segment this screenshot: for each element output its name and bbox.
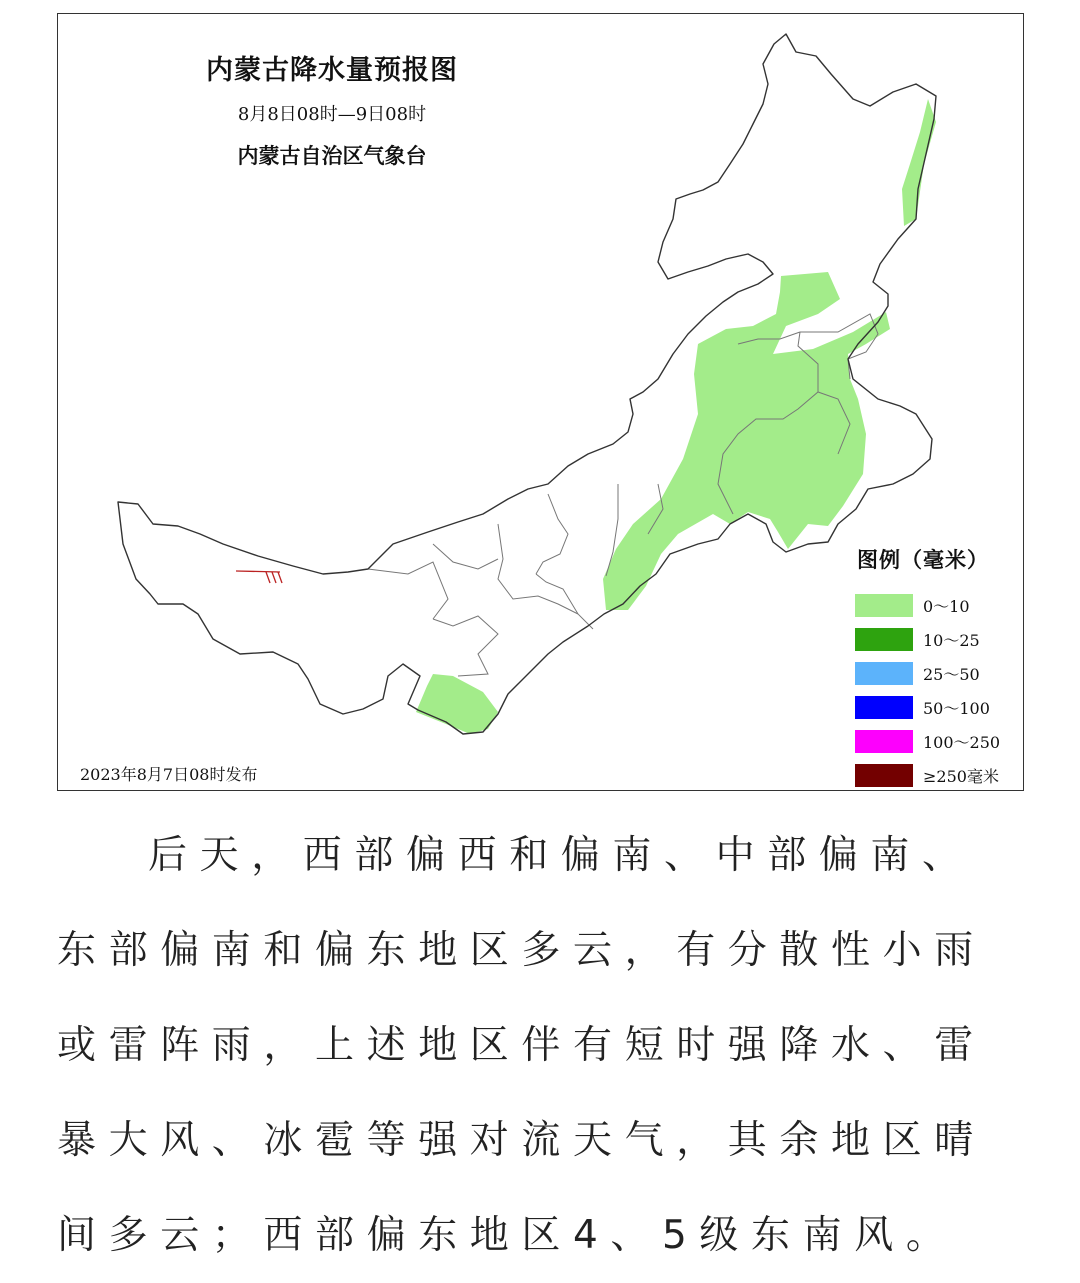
map-title: 内蒙古降水量预报图 bbox=[206, 55, 458, 86]
legend-title: 图例（毫米） bbox=[857, 547, 989, 572]
legend-swatch bbox=[855, 730, 913, 753]
wind-barb bbox=[236, 571, 282, 583]
legend-swatch bbox=[855, 764, 913, 787]
legend-item bbox=[855, 690, 1020, 724]
legend-item bbox=[855, 724, 1020, 758]
issuing-agency: 内蒙古自治区气象台 bbox=[237, 143, 427, 168]
legend-item bbox=[855, 622, 1020, 656]
legend-item bbox=[855, 656, 1020, 690]
forecast-period: 8月8日08时—9日08时 bbox=[237, 104, 427, 125]
legend-swatch bbox=[855, 662, 913, 685]
legend-swatch bbox=[855, 696, 913, 719]
issue-date: 2023年8月7日08时发布 bbox=[80, 765, 258, 784]
legend-label: 0～10 bbox=[923, 596, 970, 616]
rain-area-southwest bbox=[416, 674, 498, 734]
forecast-map bbox=[57, 13, 1024, 791]
legend-item bbox=[855, 758, 1020, 791]
rain-area-northeast-strip bbox=[902, 99, 936, 226]
article-paragraph: 后天，西部偏西和偏南、中部偏南、东部偏南和偏东地区多云，有分散性小雨或雷阵雨，上述地区伴有短时强降水、雷暴大风、冰雹等强对流天气，其余地区晴间多云；西部偏东地区4、5级东南风。 bbox=[57, 833, 986, 1258]
legend-label: 25～50 bbox=[923, 664, 980, 684]
legend bbox=[855, 544, 1020, 791]
legend-label: ≥250毫米 bbox=[923, 766, 999, 786]
legend-swatch bbox=[855, 594, 913, 617]
legend-label: 100～250 bbox=[923, 732, 1001, 752]
rain-area-east-main bbox=[603, 272, 890, 610]
legend-item bbox=[855, 588, 1020, 622]
legend-label: 10～25 bbox=[923, 630, 980, 650]
legend-swatch bbox=[855, 628, 913, 651]
legend-label: 50～100 bbox=[923, 698, 990, 718]
